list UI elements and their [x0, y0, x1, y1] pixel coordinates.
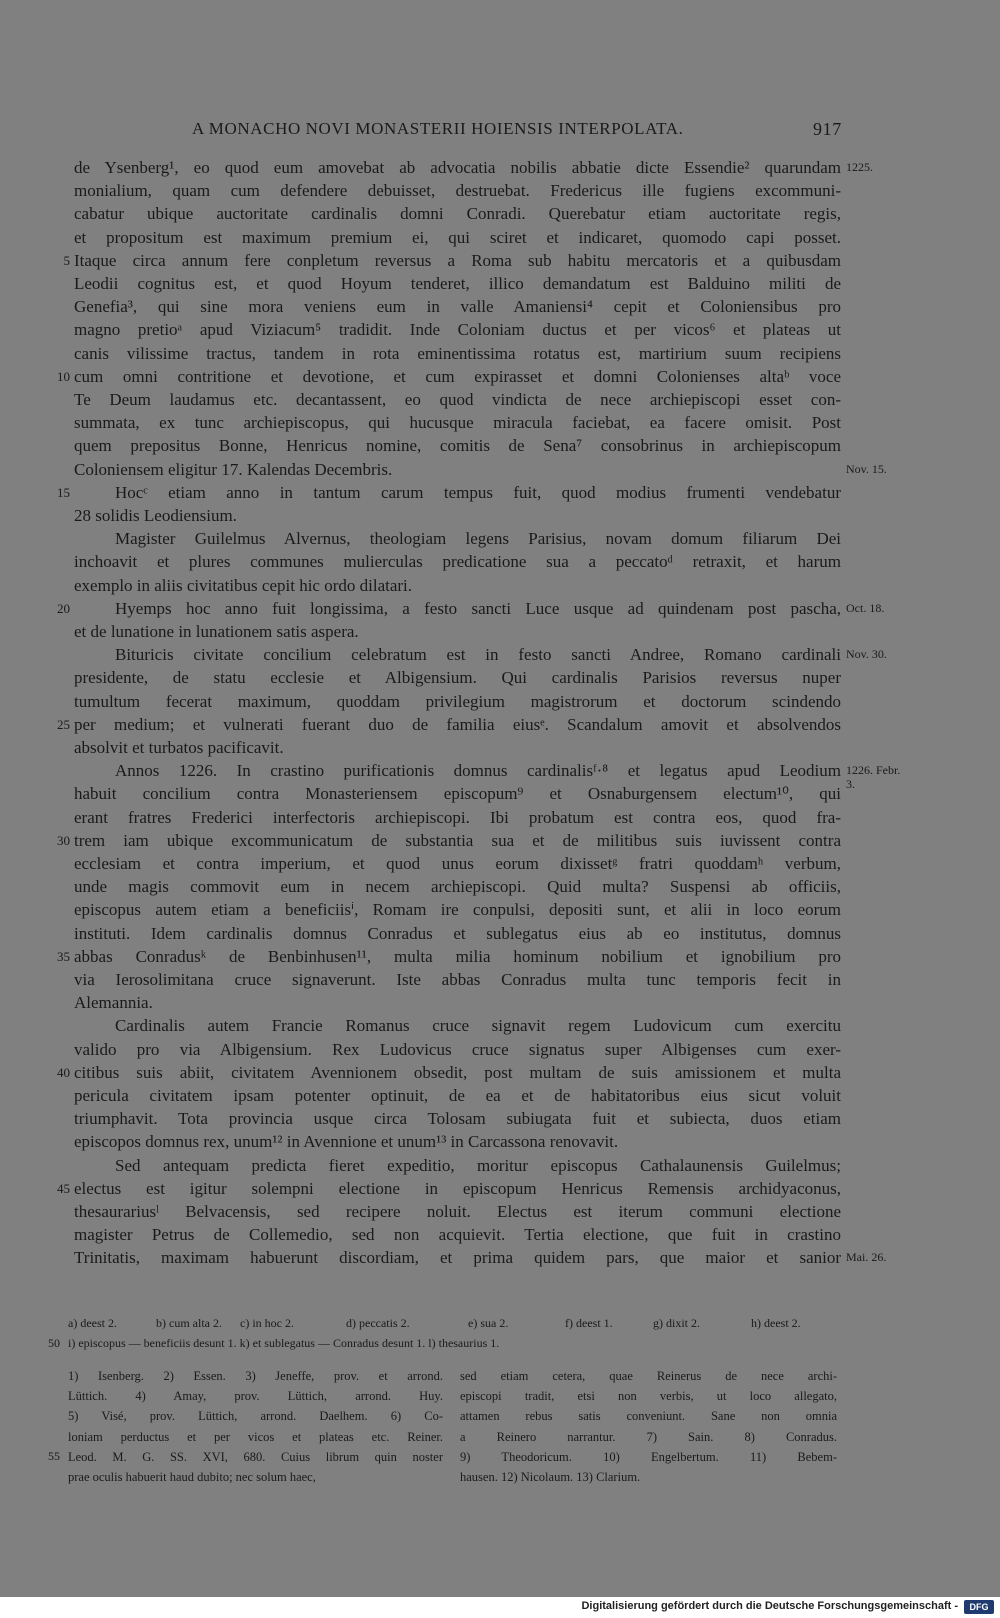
commentary-note-line: sed etiam cetera, quae Reinerus de nece archi- [460, 1369, 837, 1383]
text-line: valido pro via Albigensium. Rex Ludovicus cruce signatus super Albigenses cum exer- [74, 1040, 841, 1059]
text-line: Cardinalis autem Francie Romanus cruce signavit regem Ludovicum cum exercitu [115, 1016, 841, 1035]
text-line: ecclesiam et contra imperium, et quod unus eorum dixissetᵍ fratri quoddamʰ verbum, [74, 854, 841, 873]
text-line: et propositum est maximum premium ei, qui sciret et indicaret, quomodo capi posset. [74, 228, 841, 247]
commentary-note-line: 5) Visé, prov. Lüttich, arrond. Daelhem. 6) Co- [68, 1409, 443, 1423]
dfg-credit-bar [0, 1597, 1000, 1618]
commentary-note-line: 1) Isenberg. 2) Essen. 3) Jeneffe, prov. et arrond. [68, 1369, 443, 1383]
text-line: Annos 1226. In crastino purificationis domnus cardinalisᶠ·⁸ et legatus apud Leodium [115, 761, 841, 780]
text-line: habuit concilium contra Monasteriensem episcopum⁹ et Osnaburgensem electum¹⁰, qui [74, 784, 841, 803]
text-line: trem iam ubique excommunicatum de substantia sua et de militibus suis iuvissent contra [74, 831, 841, 850]
line-number: 10 [57, 369, 70, 384]
commentary-note-line: loniam perductus et per vicos et plateas etc. Reiner. [68, 1430, 443, 1444]
line-number: 45 [57, 1181, 70, 1196]
text-line: magno pretioᵃ apud Viziacum⁵ tradidit. Inde Coloniam ductus et per vicos⁶ et plateas ut [74, 320, 841, 339]
text-line: instituti. Idem cardinalis domnus Conradus et sublegatus eius ab eo institutus, domnus [74, 924, 841, 943]
variant-note: h) deest 2. [751, 1316, 801, 1330]
line-number: 25 [57, 717, 70, 732]
line-number: 5 [63, 253, 70, 268]
text-line: per medium; et vulnerati fuerant duo de familia eiusᵉ. Scandalum amovit et absolvendos [74, 715, 841, 734]
page-number: 917 [813, 119, 842, 139]
variant-note: d) peccatis 2. [346, 1316, 410, 1330]
variant-notes-line [68, 1314, 838, 1332]
text-line: electus est igitur solempni electione in episcopum Henricus Remensis archidyaconus, [74, 1179, 841, 1198]
text-line: Te Deum laudamus etc. decantassent, eo quod vindicta de nece archiepiscopi esset con- [74, 390, 841, 409]
line-number: 30 [57, 833, 70, 848]
running-header [0, 115, 1000, 143]
margin-date: Mai. 26. [846, 1250, 887, 1264]
text-line: quem prepositus Bonne, Henricus nomine, comitis de Sena⁷ consobrinus in archiepiscopum [74, 436, 841, 455]
variant-note: b) cum alta 2. [156, 1316, 222, 1330]
credit-text: Digitalisierung gefördert durch die Deutsche Forschungsgemeinschaft - [581, 1600, 958, 1612]
commentary-note-line: prae oculis habuerit haud dubito; nec solum haec, [68, 1470, 316, 1484]
text-line: Alemannia. [74, 993, 153, 1012]
text-line: citibus suis abiit, civitatem Avennionem obsedit, post multam de suis amissionem et multa [74, 1063, 841, 1082]
text-line: Leodii cognitus est, et quod Hoyum tenderet, illico demandatum est Balduino militi de [74, 274, 841, 293]
header-title: A MONACHO NOVI MONASTERII HOIENSIS INTERPOLATA. [192, 119, 684, 138]
text-line: triumphavit. Tota provincia usque circa Tolosam subiugata fuit et subiecta, duos etiam [74, 1109, 841, 1128]
text-line: cum omni contritione et devotione, et cum expirasset et domni Colonienses altaᵇ voce [74, 367, 841, 386]
text-line: 28 solidis Leodiensium. [74, 506, 237, 525]
variant-note: f) deest 1. [565, 1316, 613, 1330]
text-line: Hocᶜ etiam anno in tantum carum tempus fuit, quod modius frumenti vendebatur [115, 483, 841, 502]
margin-date: 1225. [846, 160, 873, 174]
text-line: exemplo in aliis civitatibus cepit hic ordo dilatari. [74, 576, 413, 595]
text-line: via Ierosolimitana cruce signaverunt. Iste abbas Conradus multa tunc temporis fecit in [74, 970, 841, 989]
commentary-note-line: hausen. 12) Nicolaum. 13) Clarium. [460, 1470, 641, 1484]
line-number: 40 [57, 1065, 70, 1080]
text-line: Coloniensem eligitur 17. Kalendas Decembris. [74, 460, 393, 479]
margin-date: 1226. Febr. 3. [846, 763, 901, 791]
commentary-note-line: 9) Theodoricum. 10) Engelbertum. 11) Bebem- [460, 1450, 837, 1464]
text-line: unde magis commovit eum in necem archiepiscopi. Quid multa? Suspensi ab officiis, [74, 877, 841, 896]
text-line: episcopus autem etiam a beneficiisⁱ, Romam ire conpulsi, depositi sunt, et alii in loco eorum [74, 900, 841, 919]
text-line: Genefia³, qui sine mora veniens eum in valle Amaniensi⁴ cepit et Coloniensibus pro [74, 297, 841, 316]
text-line: Sed antequam predicta fieret expeditio, moritur episcopus Cathalaunensis Guilelmus; [115, 1156, 841, 1175]
text-line: summata, ex tunc archiepiscopus, qui hucusque miracula faciebat, ea facere omisit. Post [74, 413, 841, 432]
text-line: de Ysenberg¹, eo quod eum amovebat ab advocatia nobilis abbatie dicte Essendie² quarundam [74, 158, 841, 177]
margin-date: Nov. 15. [846, 462, 887, 476]
variant-note: g) dixit 2. [653, 1316, 700, 1330]
line-number: 15 [57, 485, 70, 500]
text-line: Trinitatis, maximam habuerunt discordiam, et prima quidem pars, que maior et sanior [74, 1248, 841, 1267]
line-number: 50 [48, 1336, 60, 1350]
variant-note: e) sua 2. [468, 1316, 509, 1330]
text-line: absolvit et turbatos pacificavit. [74, 738, 284, 757]
text-line: Magister Guilelmus Alvernus, theologiam legens Parisius, novam domum filiarum Dei [115, 529, 841, 548]
margin-date: Nov. 30. [846, 647, 887, 661]
text-line: presidente, de statu ecclesie et Albigensium. Qui cardinalis Parisios reversus nuper [74, 668, 841, 687]
text-line: episcopos domnus rex, unum¹² in Avennione et unum¹³ in Carcassona renovavit. [74, 1132, 619, 1151]
commentary-note-line: attamen rebus satis conveniunt. Sane non omnia [460, 1409, 837, 1423]
margin-date: Oct. 18. [846, 601, 885, 615]
text-line: Itaque circa annum fere conpletum reversus a Roma sub habitu mercatoris et a quibusdam [74, 251, 841, 270]
commentary-note-line: Lüttich. 4) Amay, prov. Lüttich, arrond. Huy. [68, 1389, 443, 1403]
text-line: et de lunatione in lunationem satis aspera. [74, 622, 359, 641]
text-line: Hyemps hoc anno fuit longissima, a festo sancti Luce usque ad quindenam post pascha, [115, 599, 841, 618]
line-number: 35 [57, 949, 70, 964]
text-line: abbas Conradusᵏ de Benbinhusen¹¹, multa milia hominum nobilium et ignobilium pro [74, 947, 841, 966]
variant-note: a) deest 2. [68, 1316, 117, 1330]
text-line: inchoavit et plures communes mulierculas predicatione sua a peccatoᵈ retraxit, et harum [74, 552, 841, 571]
commentary-note-line: a Reinero narrantur. 7) Sain. 8) Conradus. [460, 1430, 837, 1444]
variant-notes-line: i) episcopus — beneficiis desunt 1. k) et sublegatus — Conradus desunt 1. l) thesaurius 1. [68, 1336, 500, 1350]
line-number: 20 [57, 601, 70, 616]
text-line: monialium, quam cum defendere debuisset, destruebat. Fredericus ille fugiens excommuni- [74, 181, 841, 200]
variant-note: c) in hoc 2. [240, 1316, 294, 1330]
line-number: 55 [48, 1449, 60, 1463]
text-line: pericula civitatem ipsam potenter optinuit, de ea et de habitatoribus eius sicut voluit [74, 1086, 841, 1105]
text-line: Bituricis civitate concilium celebratum est in festo sancti Andree, Romano cardinali [115, 645, 841, 664]
text-line: magister Petrus de Collemedio, sed non acquievit. Tertia electione, que fuit in crastino [74, 1225, 841, 1244]
text-line: thesaurariusˡ Belvacensis, sed recipere noluit. Electus est iterum communi electione [74, 1202, 841, 1221]
text-line: erant fratres Frederici interfectoris archiepiscopi. Ibi probatum est contra eos, quod fra- [74, 808, 841, 827]
commentary-note-line: Leod. M. G. SS. XVI, 680. Cuius librum quin noster [68, 1450, 443, 1464]
text-line: canis vilissime tractus, tandem in rota eminentissima rotatus est, martirium suum recipiens [74, 344, 841, 363]
text-line: tumultum fecerat maximum, quoddam privilegium magistrorum et doctorum scindendo [74, 692, 841, 711]
text-line: cabatur ubique auctoritate cardinalis domni Conradi. Querebatur etiam auctoritate regis, [74, 204, 841, 223]
commentary-note-line: episcopi tradit, etsi non verbis, ut loco allegato, [460, 1389, 837, 1403]
dfg-logo: DFG [964, 1600, 994, 1614]
